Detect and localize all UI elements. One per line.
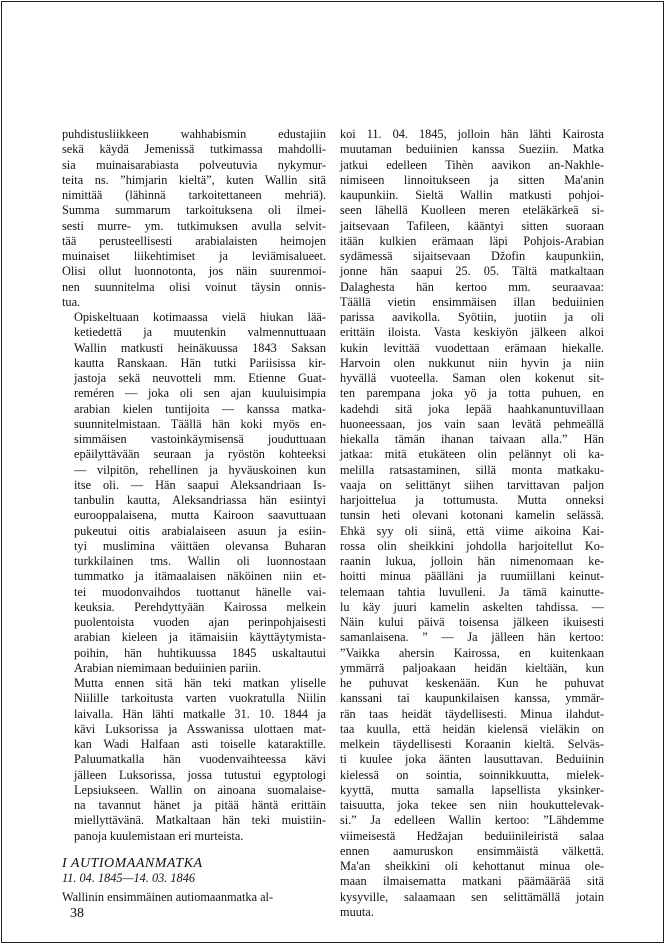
text-line: laivalla. Hän lähti matkalle 31. 10. 1844 ja xyxy=(74,706,326,721)
text-line: kanssani tai kaupunkilaisen kanssa, ymmär- xyxy=(340,691,604,706)
text-line: reméren — joka oli sen ajan kuuluisimpia xyxy=(74,386,326,401)
text-line: sesti murre- ym. tutkimuksen avulla selvit- xyxy=(62,218,326,233)
text-line: Lepsiukseen. Wallin on ainoana suomalaise- xyxy=(74,782,326,797)
right-column xyxy=(340,127,604,920)
text-line: jälleen Luksorissa, jossa tutustui egyptologi xyxy=(74,767,326,782)
text-line: Olisi ollut luonnotonta, jos näin suurenmoi- xyxy=(62,264,326,279)
text-line: Ehkä syy oli siinä, että viime aikoina Kai- xyxy=(340,523,604,538)
text-line: parissa aavikolla. Syötiin, juotiin ja oli xyxy=(340,310,604,324)
section-dates: 11. 04. 1845—14. 03. 1846 xyxy=(62,870,195,885)
text-line: ennen aamuruskon ensimmäistä välkettä. xyxy=(340,843,604,858)
text-line: pukeutui oitis arabialaiseen asuun ja esiin- xyxy=(74,523,326,538)
section-heading: I AUTIOMAANMATKA xyxy=(62,855,203,871)
text-line: ti kuulee joka äänten lausuttavan. Beduiinin xyxy=(340,752,604,767)
text-line: melkein täydellisesti Koraanin kieltä. Selväs- xyxy=(340,737,604,751)
text-line: kukin levittää vuodettaan erämaan hiekalle. xyxy=(340,340,604,355)
text-line: kyyttä, mutta samalla lapsellista yksinker- xyxy=(340,782,604,797)
left-column xyxy=(62,127,326,905)
text-line: lu käy juuri kamelin askelten tahdissa. — xyxy=(340,599,604,614)
text-line: jatkaa: mitä etukäteen olin pelännyt oli ka- xyxy=(340,447,604,462)
text-line: kielessä on sointia, soinnikkuutta, mielek- xyxy=(340,767,604,782)
text-line: muinaiset liikehtimiset ja leviämisalueet. xyxy=(62,249,326,263)
text-line: sydämessä sijaitsevaan Džofin kaupunkiin, xyxy=(340,249,604,263)
text-line: maan ilmaisematta matkani päämäärää sitä xyxy=(340,874,604,889)
text-line: Wallin matkusti heinäkuussa 1843 Saksan xyxy=(74,340,326,355)
text-line: arabian kieleen ja itämaisiin käyttäytymista- xyxy=(74,630,326,645)
text-line: seen lähellä Kuolleen meren eteläkärkeä si- xyxy=(340,203,604,218)
text-line: tua. xyxy=(62,294,81,309)
text-line: tyi muslimina väittäen olevansa Buharan xyxy=(74,538,326,553)
text-line: rän taas heidät täydellisesti. Minua ilahdut- xyxy=(340,706,604,721)
section-intro: Wallinin ensimmäinen autiomaanmatka al- xyxy=(62,890,274,904)
text-line: hyvällä vuoteella. Saman olen kokenut sit- xyxy=(340,371,604,385)
text-line: vaaja on selittänyt siihen tarvittavan paljon xyxy=(340,477,604,492)
text-line: kävi Luksorissa ja Asswanissa ulottaen mat- xyxy=(74,721,326,736)
text-line: hiekalla tämän ihanan taivaan alla.” Hän xyxy=(340,432,604,446)
text-line: nimittää (lähinnä tarkoitettaneen mehriä). xyxy=(62,188,326,202)
text-line: jonne hän saapui 25. 05. Tältä matkaltaan xyxy=(340,264,604,279)
left-paragraph-3 xyxy=(62,676,326,844)
text-line: he puhuvat keskenään. Kun he puhuvat xyxy=(340,676,604,690)
text-line: tunsin heti olevani kotonani kamelin selässä. xyxy=(340,508,604,523)
text-line: Näin kului päivä toisensa jälkeen ikuisesti xyxy=(340,615,604,629)
text-line: muuta. xyxy=(340,904,374,919)
text-line: na tavannut hänet ja pitää häntä erittäin xyxy=(74,798,326,812)
text-line: nimiseen linnoitukseen ja sitten Ma'anin xyxy=(340,172,604,187)
text-line: keuksia. Perehdyttyään Kairossa melkein xyxy=(74,599,326,614)
text-line: Arabian niemimaan beduiinien pariin. xyxy=(74,660,262,675)
text-line: viimeisestä Hedžajan beduiinileiristä salaa xyxy=(340,828,604,843)
text-line: itään kulkien erämaan läpi Pohjois-Arabian xyxy=(340,233,604,248)
text-line: tummatko ja itämaalaisen näköinen niin et- xyxy=(74,569,326,584)
text-line: tää perusteellisesti arabialaisten heimojen xyxy=(62,233,326,248)
text-line: rossa olin sheikkini johdolla harjoitellut Ko- xyxy=(340,538,604,553)
text-line: teita ns. ”himjarin kieltä”, kuten Wallin sitä xyxy=(62,172,326,187)
text-line: Mutta ennen sitä hän teki matkan yliselle xyxy=(74,676,326,690)
text-line: Täällä vietin ensimmäisen illan beduiinien xyxy=(340,294,604,309)
text-line: poihin, hän huhtikuussa 1845 uskaltautui xyxy=(74,645,326,660)
right-paragraph-1 xyxy=(340,127,604,920)
text-line: kaupunkiin. Sieltä Wallin matkusti pohjoi- xyxy=(340,188,604,202)
text-line: huoneessaan, jos vain saan levätä pehmeällä xyxy=(340,416,604,431)
text-line: — vilpitön, rehellinen ja hyväuskoinen kun xyxy=(74,462,326,477)
text-line: kysyville, salaamaan sen selittämällä jotain xyxy=(340,889,604,904)
text-line: arabian kielen tuntijoita — kanssa matka- xyxy=(74,401,326,416)
text-line: samanlaisena. ” — Ja jälleen hän kertoo: xyxy=(340,630,604,645)
text-line: koi 11. 04. 1845, jolloin hän lähti Kairosta xyxy=(340,127,604,141)
text-line: puhdistusliikkeen wahhabismin edustajiin xyxy=(62,127,326,141)
text-line: kan Wadi Halfaan asti toiselle kataraktille. xyxy=(74,737,326,751)
text-line: sia muinaisarabiasta polveutuvia nykymur- xyxy=(62,157,326,172)
text-line: ”Vaikka ahersin Kairossa, en kuitenkaan xyxy=(340,645,604,660)
text-line: erittäin iloista. Vasta keskiyön jälkeen alkoi xyxy=(340,325,604,340)
text-line: jastoja sekä neuvotteli mm. Etienne Guat- xyxy=(74,371,326,385)
text-line: sekä käydä Jemenissä tutkimassa mahdolli- xyxy=(62,142,326,157)
text-line: Paluumatkalla hän vuodenvaihteessa kävi xyxy=(74,752,326,767)
text-line: taisuutta, joka tekee sen niin houkuttelevak- xyxy=(340,798,604,812)
text-line: taa kuulla, että heidän kielensä vieläkin on xyxy=(340,721,604,736)
text-line: epäilyttävään seuraan ja ryöstön kohteeksi xyxy=(74,447,326,462)
text-line: Niilille tarkoitusta varten vuokratulla Niilin xyxy=(74,691,326,706)
text-line: eurooppalaisena, mutta Kairoon saavuttuaan xyxy=(74,508,326,523)
text-line: si.” Ja edelleen Wallin kertoo: ”Lähdemme xyxy=(340,813,604,828)
text-line: miellyttävänä. Matkaltaan hän teki muistiin- xyxy=(74,813,326,828)
text-line: tei muodonvaihdos tuottanut hänelle vai- xyxy=(74,584,326,599)
text-line: suunnitelmistaan. Täällä hän koki myös en- xyxy=(74,416,326,431)
text-line: harjoittelua ja tottumusta. Mutta onneksi xyxy=(340,493,604,507)
text-line: melilla ratsastaminen, sillä monta matkaku- xyxy=(340,462,604,477)
text-line: simmäisen vastoinkäymisensä jouduttuaan xyxy=(74,432,326,446)
text-line: ten parempana joka yö ja totta puhuen, en xyxy=(340,386,604,401)
text-line: telemaan tahtia luvulleni. Ja tämä kainutte- xyxy=(340,584,604,599)
text-line: tanbulin kautta, Aleksandriassa hän esiintyi xyxy=(74,493,326,507)
text-line: nen suunnitelma olisi voinut täysin onnis- xyxy=(62,279,326,294)
text-line: jatkui edelleen Tihèn aavikon an-Nakhle- xyxy=(340,157,604,172)
text-line: jaitsevaan Tafileen, kääntyi sitten suoraan xyxy=(340,218,604,233)
left-paragraph-2 xyxy=(62,310,326,676)
text-line: panoja kuulemistaan eri murteista. xyxy=(74,828,244,843)
text-line: Harvoin olen nukkunut niin hyvin ja niin xyxy=(340,355,604,370)
text-line: Opiskeltuaan kotimaassa vielä hiukan lää- xyxy=(74,310,326,324)
text-line: hoitti minua päälläni ja ruumiillani keinut- xyxy=(340,569,604,584)
text-line: Dalaghesta hän kertoo mm. seuraavaa: xyxy=(340,279,604,294)
text-line: kautta Ranskaan. Hän tutki Pariisissa kir- xyxy=(74,355,326,370)
text-line: puolentoista vuoden ajan perinpohjaisesti xyxy=(74,615,326,629)
text-line: itse oli. — Hän saapui Aleksandriaan Is- xyxy=(74,477,326,492)
text-line: Summa summarum tarkoituksena oli ilmei- xyxy=(62,203,326,218)
text-line: Ma'an sheikkini oli kehottanut minua ole- xyxy=(340,859,604,873)
text-line: ymmärrä paljoakaan heidän kieltään, kun xyxy=(340,660,604,675)
text-line: muutaman beduiinien kanssa Sueziin. Matka xyxy=(340,142,604,157)
left-paragraph-1 xyxy=(62,127,326,310)
text-line: ketiedettä ja muutenkin valmennuttuaan xyxy=(74,325,326,340)
text-line: kadehdi sitä joka lepää haahkanuntuvillaan xyxy=(340,401,604,416)
page-number: 38 xyxy=(70,906,84,921)
text-line: raanin lukua, jolloin hän nimenomaan ke- xyxy=(340,554,604,568)
text-line: turkkilainen tms. Wallin oli luonnostaan xyxy=(74,554,326,568)
